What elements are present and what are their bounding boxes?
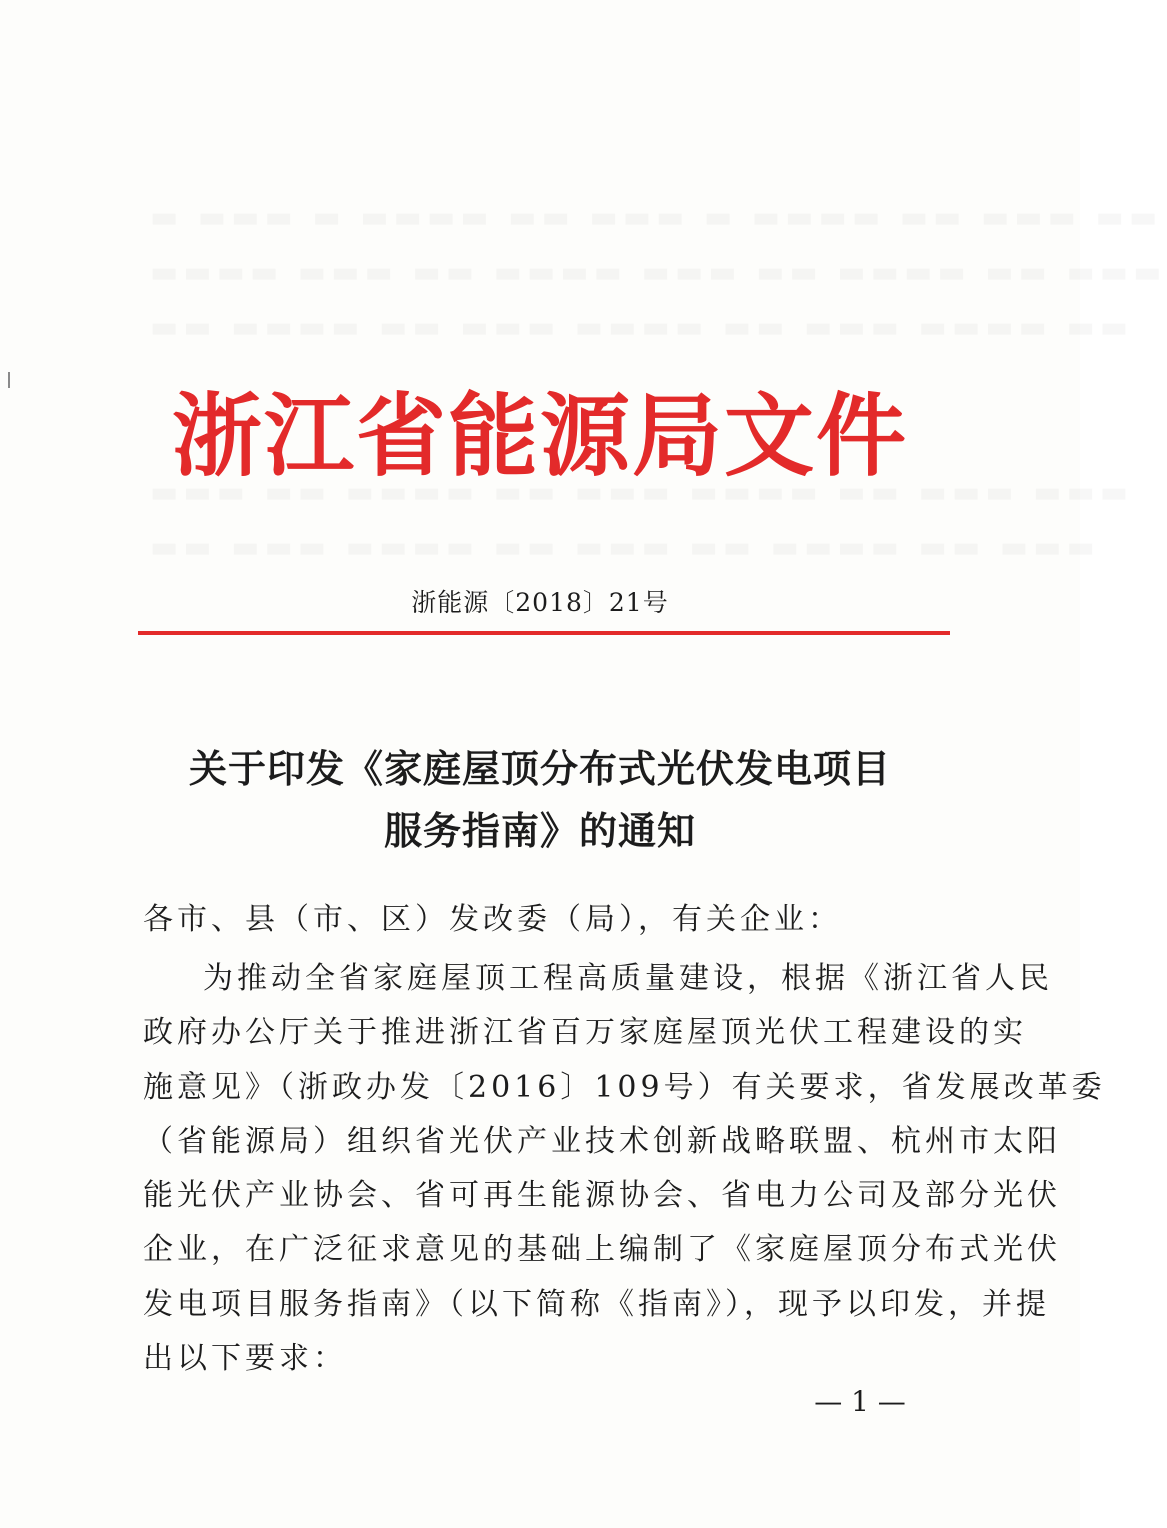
show-through-texture: ▬ ▬▬▬ ▬ ▬▬▬▬ ▬▬ ▬▬▬ ▬ ▬▬▬▬ ▬▬ ▬▬▬ ▬▬ (150, 200, 1163, 235)
page-number: — 1 — (814, 1385, 906, 1418)
body-line: 能光伏产业协会、省可再生能源协会、省电力公司及部分光伏 (143, 1178, 1061, 1214)
show-through-texture: ▬▬ ▬▬▬ ▬▬▬▬ ▬▬ ▬▬▬ ▬▬ ▬▬▬▬ ▬▬ ▬▬▬ (150, 530, 1100, 565)
body-line: 发电项目服务指南》（以下简称《指南》），现予以印发，并提 (143, 1286, 1050, 1322)
document-number: 浙能源〔2018〕21号 (411, 588, 669, 617)
salutation: 各市、县（市、区）发改委（局），有关企业： (143, 902, 842, 937)
show-through-texture: ▬▬▬ ▬▬ ▬▬▬▬ ▬▬ ▬▬▬ ▬▬▬▬ ▬▬ ▬▬▬ ▬▬▬ (150, 475, 1134, 510)
body-line: 出以下要求： (143, 1341, 347, 1377)
body-line: 政府办公厅关于推进浙江省百万家庭屋顶光伏工程建设的实 (143, 1015, 1027, 1051)
show-through-texture: ▬▬ ▬▬▬▬ ▬▬ ▬▬▬ ▬▬▬▬ ▬▬ ▬▬▬ ▬▬▬▬ ▬▬ (150, 310, 1134, 345)
body-paragraph (143, 952, 1106, 1386)
red-divider-line (138, 631, 950, 635)
body-line: 企业，在广泛征求意见的基础上编制了《家庭屋顶分布式光伏 (143, 1232, 1061, 1268)
body-line: （省能源局）组织省光伏产业技术创新战略联盟、杭州市太阳 (143, 1123, 1061, 1159)
show-through-texture: ▬▬▬▬ ▬▬▬ ▬▬ ▬▬▬▬ ▬▬▬ ▬▬ ▬▬▬▬ ▬▬ ▬▬▬ (150, 255, 1167, 290)
document-masthead: 浙江省能源局文件 (172, 384, 908, 489)
body-line: 施意见》（浙政办发〔2016〕109号）有关要求，省发展改革委 (143, 1069, 1106, 1105)
body-line: 为推动全省家庭屋顶工程高质量建设，根据《浙江省人民 (203, 961, 1053, 996)
notice-title-line-2: 服务指南》的通知 (383, 809, 696, 853)
notice-title-line-1: 关于印发《家庭屋顶分布式光伏发电项目 (188, 747, 891, 791)
